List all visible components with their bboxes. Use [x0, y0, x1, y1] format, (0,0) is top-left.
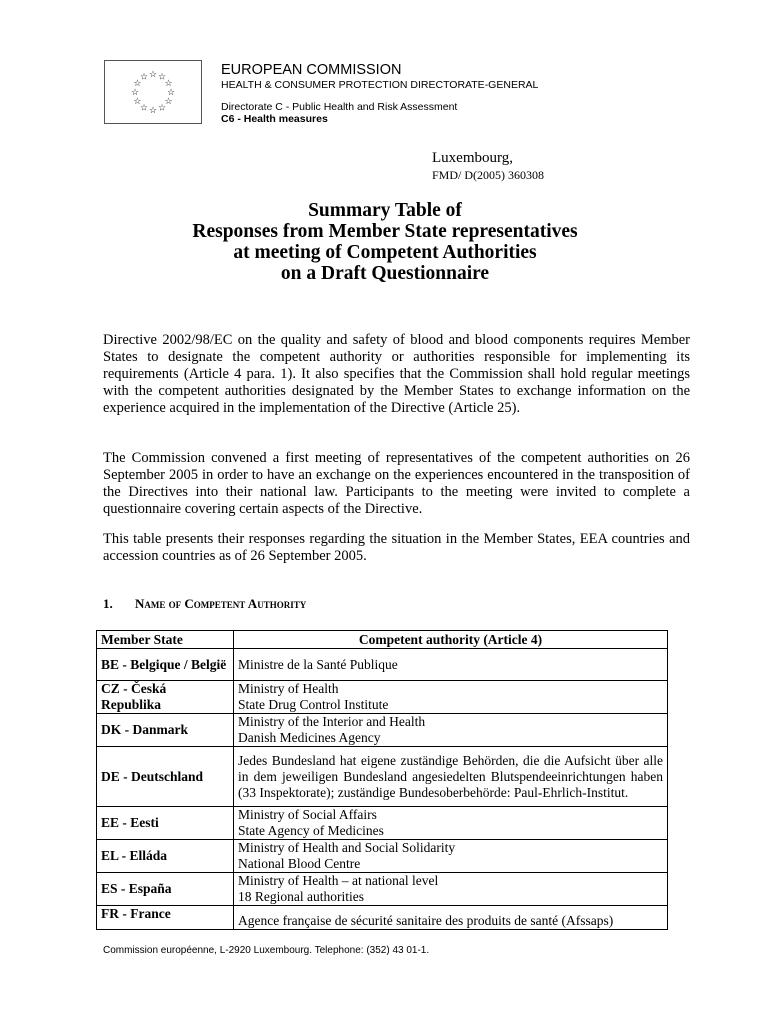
section-title: Name of Competent Authority — [135, 596, 307, 611]
unit: C6 - Health measures — [221, 113, 328, 125]
authority-line: Ministre de la Santé Publique — [238, 656, 398, 672]
authority-line: Ministry of Health – at national level — [238, 873, 439, 888]
reference-number: FMD/ D(2005) 360308 — [432, 168, 545, 182]
paragraph: The Commission convened a first meeting of representatives of the competent authorities on 26 September 2005 in order to have an exchange on the experiences encountered in the transposition of the Directives into their national law. Participants to the meeting were invited to complete a questionnaire covering certain aspects of the Directive. — [103, 450, 690, 517]
paragraph: Directive 2002/98/EC on the quality and safety of blood and blood components requires Member States to designate the competent authority or authorities responsible for implementing its requirements (Article 4 para. 1). It also specifies that the Commission shall hold regular meetings with the competent authorities designated by the Member States to exchange information on the experience acquired in the implementation of the Directive (Article 25). — [103, 332, 690, 416]
paragraph: This table presents their responses regarding the situation in the Member States, EEA countries and accession countries as of 26 September 2005. — [103, 531, 690, 564]
place: Luxembourg, — [432, 150, 513, 166]
authority-line: Agence française de sécurité sanitaire des produits de santé (Afssaps) — [238, 913, 614, 928]
column-header: Member State — [97, 631, 234, 649]
star-icon: ☆ — [157, 71, 167, 82]
section-number: 1. — [103, 596, 113, 611]
star-icon: ☆ — [139, 102, 149, 113]
directorate: Directorate C - Public Health and Risk Assessment — [221, 101, 458, 113]
star-icon: ☆ — [133, 78, 142, 88]
directorate-general: HEALTH & CONSUMER PROTECTION DIRECTORATE-GENERAL — [221, 79, 539, 91]
table-row — [97, 906, 668, 930]
authority-line: Ministry of the Interior and Health — [238, 714, 426, 729]
member-state-cell: DE - Deutschland — [97, 747, 234, 807]
title-line: on a Draft Questionnaire — [280, 263, 490, 284]
member-state-cell: FR - France — [97, 906, 234, 930]
member-state-cell: EL - Elláda — [97, 840, 234, 873]
star-icon: ☆ — [164, 96, 173, 106]
star-icon: ☆ — [166, 87, 176, 97]
authority-line: Danish Medicines Agency — [238, 730, 381, 745]
star-icon: ☆ — [133, 96, 142, 106]
footer: Commission européenne, L-2920 Luxembourg. Telephone: (352) 43 01-1. — [103, 945, 430, 956]
member-state-cell: EE - Eesti — [97, 807, 234, 840]
table-row — [97, 747, 668, 807]
authority-line: National Blood Centre — [238, 856, 361, 871]
title-line: Summary Table of — [308, 200, 462, 221]
member-state-cell: CZ - Česká Republika — [97, 681, 234, 714]
authority-line: 18 Regional authorities — [238, 889, 364, 904]
star-icon: ☆ — [139, 71, 149, 82]
eu-flag-logo — [104, 60, 202, 124]
member-state-cell: BE - Belgique / België — [97, 649, 234, 681]
table-row — [97, 681, 668, 714]
star-icon: ☆ — [157, 102, 167, 113]
table-row — [97, 840, 668, 873]
authority-cell — [234, 807, 668, 840]
member-state-cell: ES - España — [97, 873, 234, 906]
authority-cell — [234, 873, 668, 906]
authority-line: Ministry of Health and Social Solidarity — [238, 840, 456, 855]
authority-line: Ministry of Health — [238, 681, 339, 696]
authority-cell — [234, 681, 668, 714]
authority-cell — [234, 906, 668, 930]
member-state-cell: DK - Danmark — [97, 714, 234, 747]
document-title — [100, 200, 670, 284]
authority-cell — [234, 840, 668, 873]
organization-name: EUROPEAN COMMISSION — [221, 62, 402, 78]
competent-authority-table — [96, 630, 668, 930]
title-line: at meeting of Competent Authorities — [233, 242, 537, 263]
authority-line: State Drug Control Institute — [238, 697, 389, 712]
authority-line: Jedes Bundesland hat eigene zuständige Behörden, die die Aufsicht über alle in dem jeweiligen Bundesland angesiedelten Blutspendeeinrichtungen haben (33 Inspektorate); zuständige Bundesoberbehörde: Paul-Ehrlich-Institut. — [238, 752, 663, 800]
star-icon: ☆ — [148, 69, 158, 79]
section-heading — [103, 596, 306, 612]
column-header: Competent authority (Article 4) — [234, 631, 668, 649]
authority-cell — [234, 649, 668, 681]
table-row — [97, 873, 668, 906]
authority-cell — [234, 714, 668, 747]
authority-line: State Agency of Medicines — [238, 823, 384, 838]
eu-flag-stars-icon — [105, 61, 201, 123]
table-row — [97, 649, 668, 681]
star-icon: ☆ — [164, 78, 173, 88]
star-icon: ☆ — [130, 87, 140, 97]
authority-line: Ministry of Social Affairs — [238, 807, 377, 822]
title-line: Responses from Member State representatives — [192, 221, 578, 242]
table-row — [97, 807, 668, 840]
star-icon: ☆ — [148, 105, 158, 115]
table-row — [97, 714, 668, 747]
authority-cell — [234, 747, 668, 807]
